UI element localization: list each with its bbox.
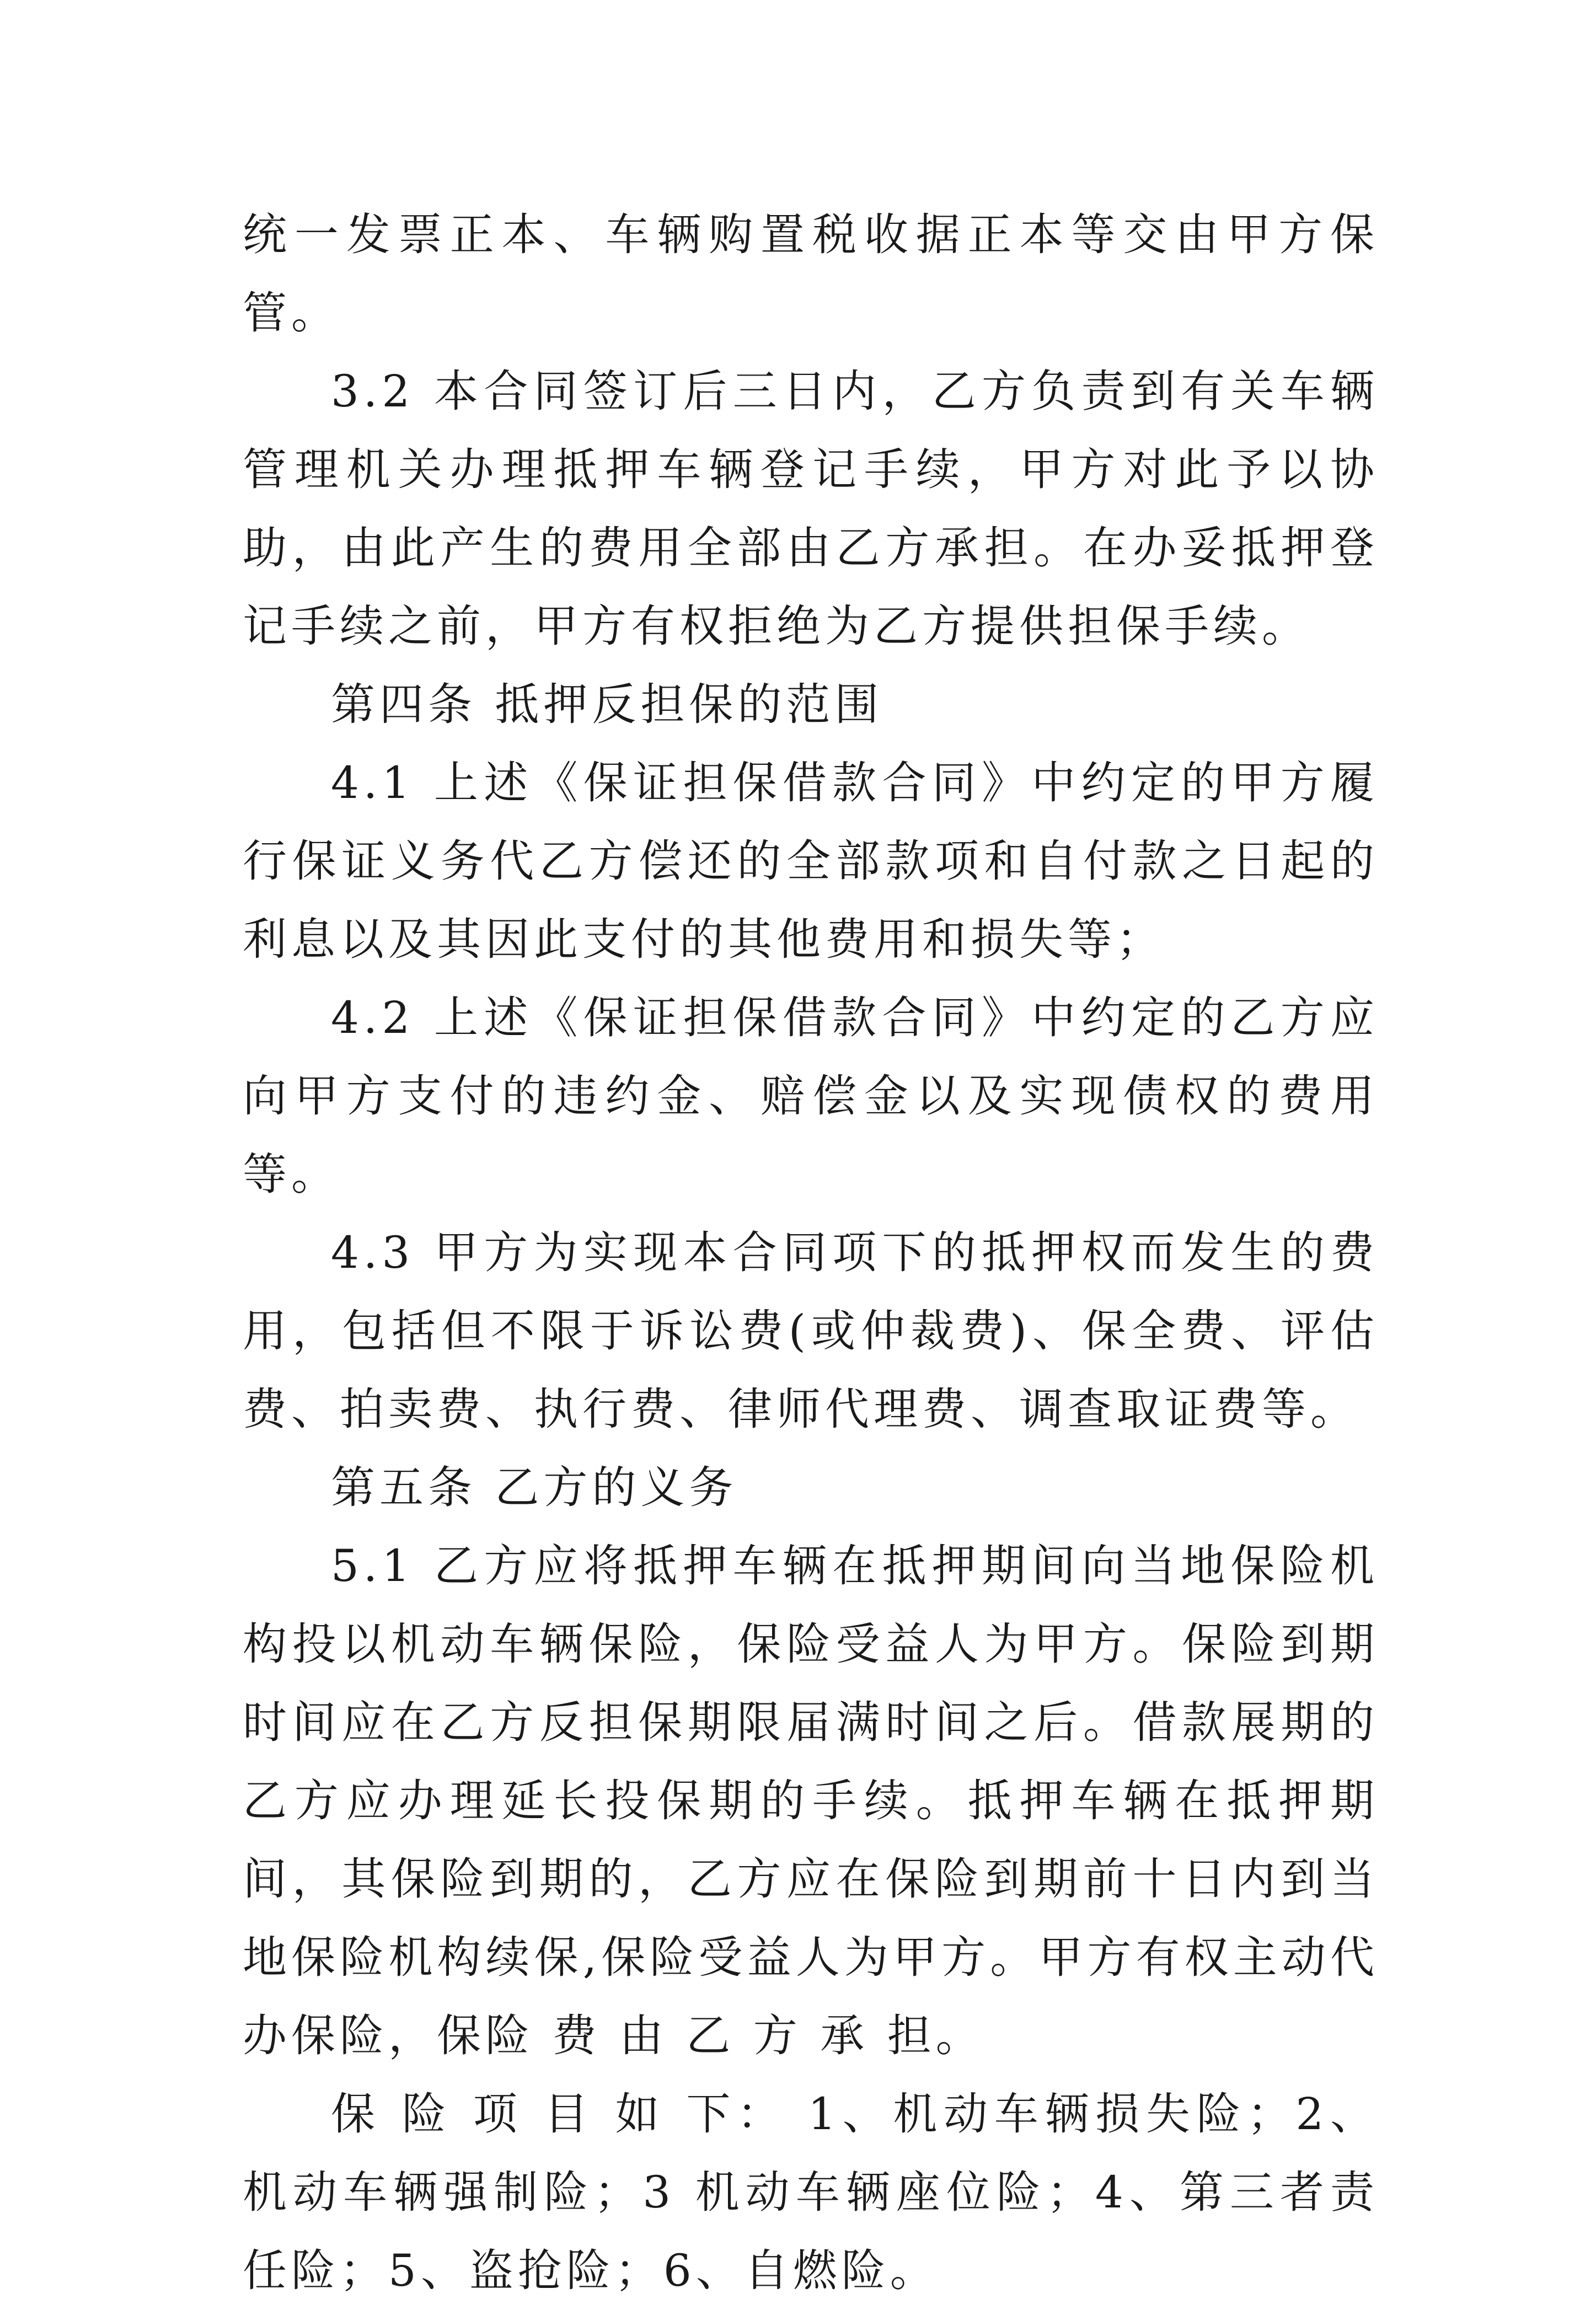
paragraph-1: 统一发票正本、车辆购置税收据正本等交由甲方保管。 — [243, 209, 1379, 339]
section-heading-5: 第五条 乙方的义务 — [331, 1462, 738, 1513]
paragraph-2: 3.2 本合同签订后三日内，乙方负责到有关车辆管理机关办理抵押车辆登记手续，甲方对此予以协助，由此产生的费用全部由乙方承担。在办妥抵押登记手续之前，甲方有权拒绝为乙方提供担保手续。 — [243, 366, 1379, 652]
paragraph-insurance-items: 保 险 项 目 如 下： 1、机动车辆损失险；2、机动车辆强制险；3 机动车辆座位险；4、第三者责任险；5、盗抢险；6、自燃险。 — [243, 2088, 1379, 2296]
paragraph-4-1: 4.1 上述《保证担保借款合同》中约定的甲方履行保证义务代乙方偿还的全部款项和自付款之日起的利息以及其因此支付的其他费用和损失等； — [243, 757, 1379, 965]
section-heading-4: 第四条 抵押反担保的范围 — [331, 679, 883, 730]
paragraph-4-2: 4.2 上述《保证担保借款合同》中约定的乙方应向甲方支付的违约金、赔偿金以及实现债权的费用等。 — [243, 992, 1379, 1200]
paragraph-5-1: 5.1 乙方应将抵押车辆在抵押期间向当地保险机构投以机动车辆保险，保险受益人为甲方。保险到期时间应在乙方反担保期限届满时间之后。借款展期的乙方应办理延长投保期的手续。抵押车辆在抵押期间，其保险到期的，乙方应在保险到期前十日内到当地保险机构续保,保险受益人为甲方。甲方有权主动代办保险，保险 费 由 乙 方 承 担。 — [243, 1540, 1379, 2061]
document-body — [243, 196, 1379, 2310]
paragraph-4-3: 4.3 甲方为实现本合同项下的抵押权而发生的费用，包括但不限于诉讼费(或仲裁费)、保全费、评估费、拍卖费、执行费、律师代理费、调查取证费等。 — [243, 1227, 1379, 1435]
